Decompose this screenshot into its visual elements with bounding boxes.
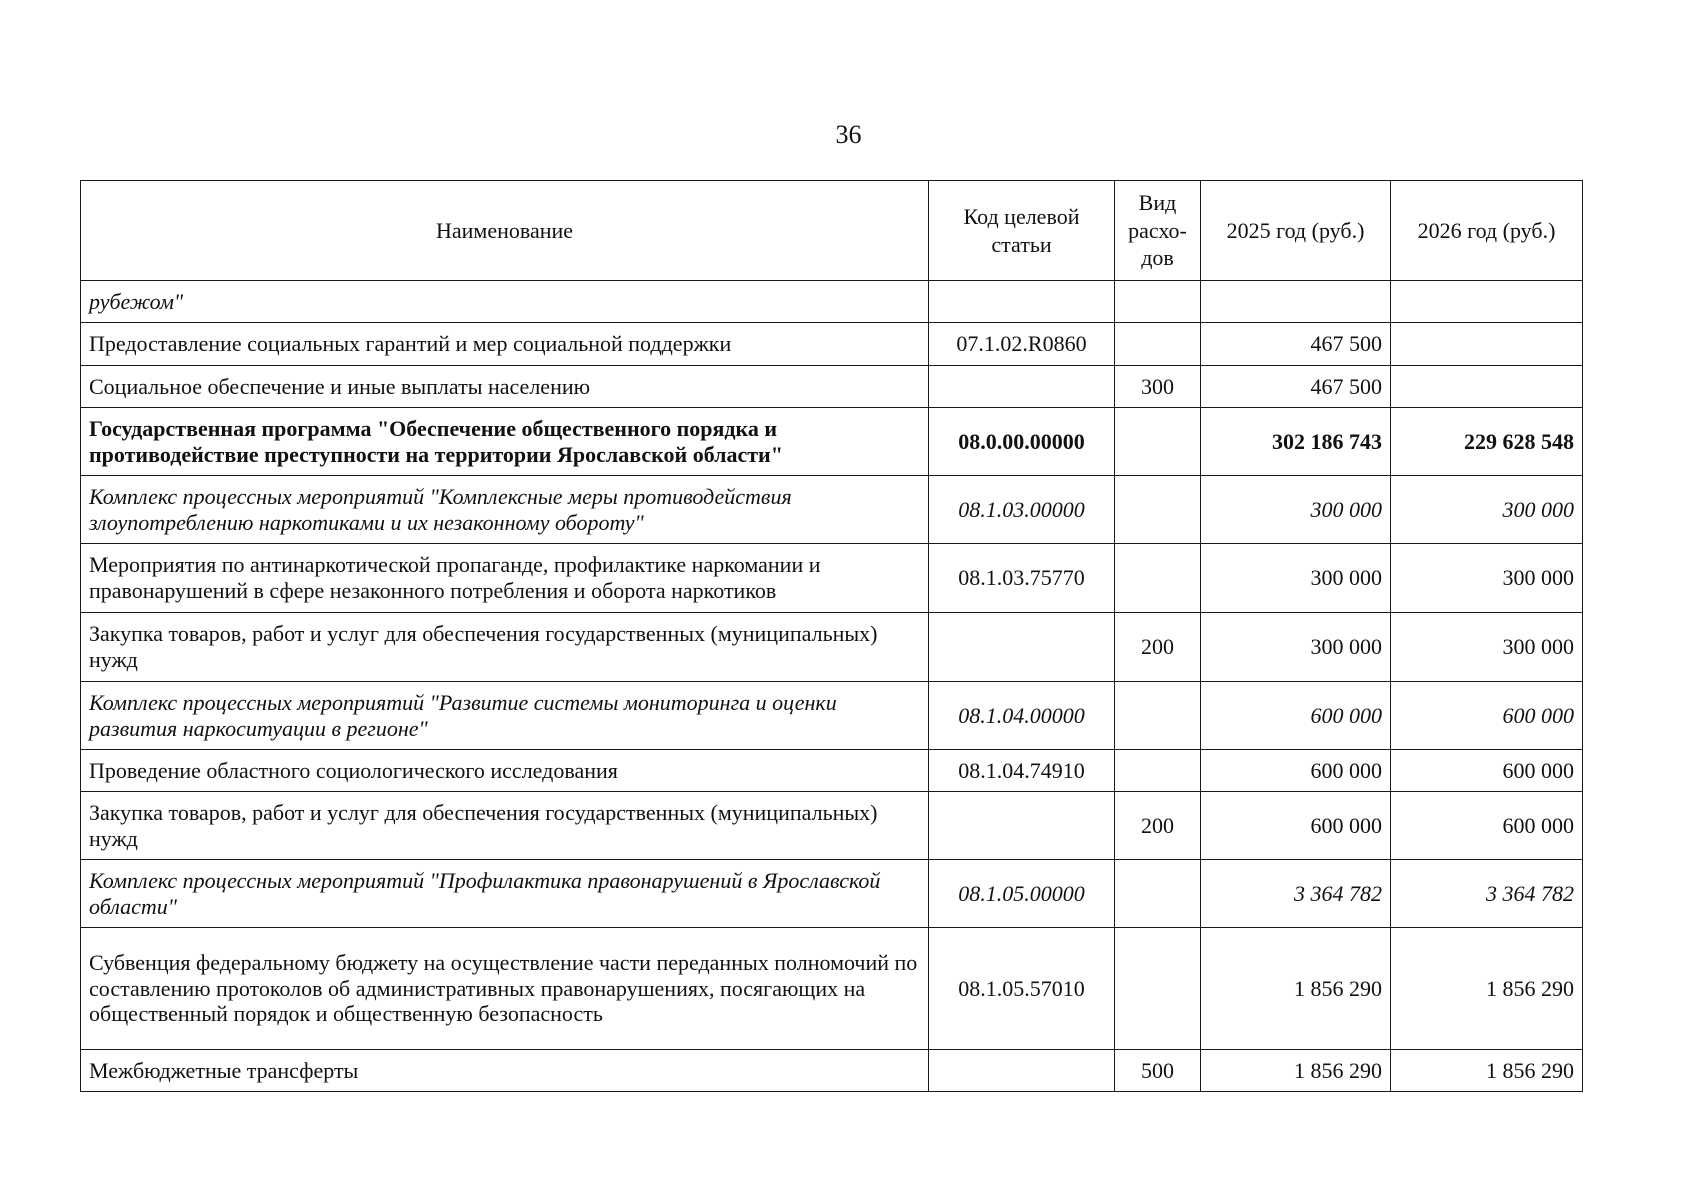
row-2025-amount-cell: 1 856 290 [1201,928,1391,1050]
table-row [81,323,1583,366]
table-row [81,613,1583,682]
table-row [81,792,1583,860]
row-2026-amount-cell: 600 000 [1391,682,1583,750]
row-code-cell: 08.0.00.00000 [929,408,1115,476]
row-2026-amount-cell: 1 856 290 [1391,928,1583,1050]
table-row [81,281,1583,323]
row-expense-type-cell [1115,750,1201,792]
header-name: Наименование [81,181,929,281]
row-name-cell: Комплекс процессных мероприятий "Профилактика правонарушений в Ярославской области" [81,860,929,928]
row-2025-amount-cell [1201,281,1391,323]
row-2026-amount-cell [1391,366,1583,408]
row-code-cell: 07.1.02.R0860 [929,323,1115,366]
table-row [81,366,1583,408]
row-2025-amount-cell: 300 000 [1201,613,1391,682]
row-expense-type-cell [1115,476,1201,544]
row-name-cell: Межбюджетные трансферты [81,1050,929,1092]
row-code-cell [929,366,1115,408]
row-expense-type-cell: 300 [1115,366,1201,408]
row-2025-amount-cell: 1 856 290 [1201,1050,1391,1092]
row-name-cell: Комплекс процессных мероприятий "Комплексные меры противодействия злоупотреблению наркотиками и их незаконному обороту" [81,476,929,544]
row-code-cell: 08.1.05.00000 [929,860,1115,928]
row-code-cell: 08.1.05.57010 [929,928,1115,1050]
row-2025-amount-cell: 467 500 [1201,323,1391,366]
row-expense-type-cell [1115,682,1201,750]
row-name-cell: Закупка товаров, работ и услуг для обеспечения государственных (муниципальных) нужд [81,613,929,682]
row-2026-amount-cell: 600 000 [1391,792,1583,860]
row-name-cell: Закупка товаров, работ и услуг для обеспечения государственных (муниципальных) нужд [81,792,929,860]
row-name-cell: Проведение областного социологического исследования [81,750,929,792]
row-2025-amount-cell: 3 364 782 [1201,860,1391,928]
header-type: Вид расхо-дов [1115,181,1201,281]
table-row [81,860,1583,928]
row-expense-type-cell [1115,281,1201,323]
table-header-row [81,181,1583,281]
row-2025-amount-cell: 302 186 743 [1201,408,1391,476]
row-2026-amount-cell [1391,281,1583,323]
row-code-cell: 08.1.04.74910 [929,750,1115,792]
table-row [81,476,1583,544]
row-2025-amount-cell: 467 500 [1201,366,1391,408]
table-row [81,682,1583,750]
row-code-cell [929,281,1115,323]
row-name-cell: Предоставление социальных гарантий и мер социальной поддержки [81,323,929,366]
row-2025-amount-cell: 300 000 [1201,544,1391,613]
row-code-cell [929,792,1115,860]
table-row [81,750,1583,792]
row-name-cell: Мероприятия по антинаркотической пропаганде, профилактике наркомании и правонарушений в сфере незаконного потребления и оборота наркотиков [81,544,929,613]
row-2025-amount-cell: 600 000 [1201,750,1391,792]
table-row [81,408,1583,476]
row-code-cell: 08.1.03.00000 [929,476,1115,544]
row-2026-amount-cell: 3 364 782 [1391,860,1583,928]
header-year-2025: 2025 год (руб.) [1201,181,1391,281]
row-expense-type-cell: 500 [1115,1050,1201,1092]
row-code-cell [929,1050,1115,1092]
row-expense-type-cell [1115,860,1201,928]
row-2026-amount-cell: 300 000 [1391,613,1583,682]
row-2026-amount-cell [1391,323,1583,366]
row-expense-type-cell [1115,928,1201,1050]
table-body [81,281,1583,1092]
budget-table [80,180,1583,1092]
table-row [81,1050,1583,1092]
row-code-cell [929,613,1115,682]
row-2025-amount-cell: 300 000 [1201,476,1391,544]
row-expense-type-cell [1115,544,1201,613]
table-row [81,544,1583,613]
page-number: 36 [835,120,862,149]
row-code-cell: 08.1.03.75770 [929,544,1115,613]
row-2026-amount-cell: 600 000 [1391,750,1583,792]
row-expense-type-cell [1115,323,1201,366]
row-name-cell: Государственная программа "Обеспечение общественного порядка и противодействие преступности на территории Ярославской области" [81,408,929,476]
row-2026-amount-cell: 300 000 [1391,476,1583,544]
row-expense-type-cell [1115,408,1201,476]
row-2026-amount-cell: 1 856 290 [1391,1050,1583,1092]
row-2025-amount-cell: 600 000 [1201,682,1391,750]
row-code-cell: 08.1.04.00000 [929,682,1115,750]
header-year-2026: 2026 год (руб.) [1391,181,1583,281]
row-2025-amount-cell: 600 000 [1201,792,1391,860]
header-code: Код целевой статьи [929,181,1115,281]
table-row [81,928,1583,1050]
row-name-cell: рубежом" [81,281,929,323]
row-name-cell: Комплекс процессных мероприятий "Развитие системы мониторинга и оценки развития наркоситуации в регионе" [81,682,929,750]
row-name-cell: Социальное обеспечение и иные выплаты населению [81,366,929,408]
row-2026-amount-cell: 300 000 [1391,544,1583,613]
row-expense-type-cell: 200 [1115,792,1201,860]
row-expense-type-cell: 200 [1115,613,1201,682]
row-name-cell: Субвенция федеральному бюджету на осуществление части переданных полномочий по составлению протоколов об административных правонарушениях, посягающих на общественный порядок и общественную безопасность [81,928,929,1050]
row-2026-amount-cell: 229 628 548 [1391,408,1583,476]
